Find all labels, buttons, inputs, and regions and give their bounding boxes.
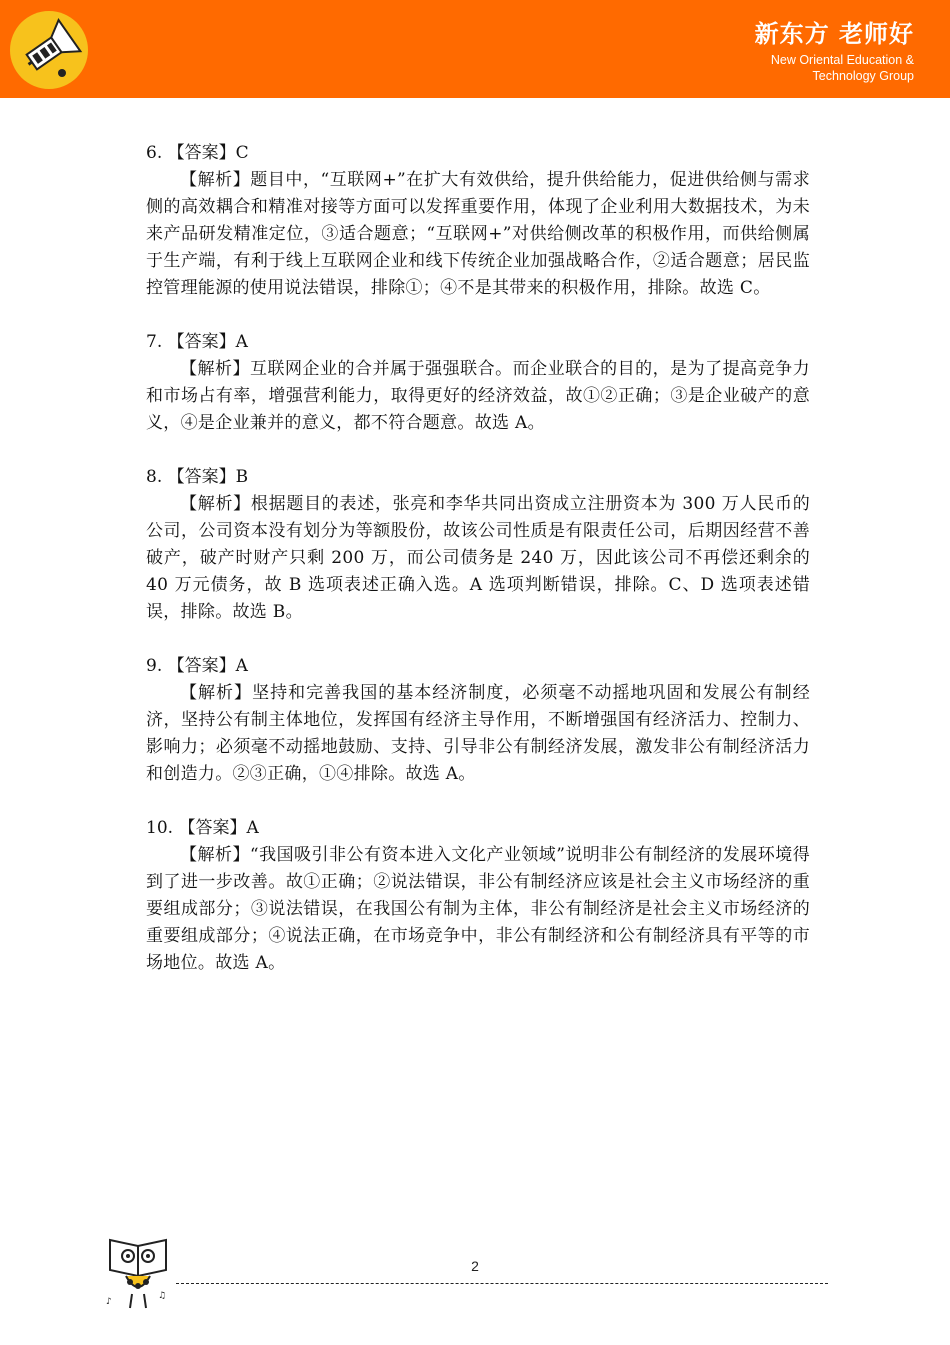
explanation-text: 【解析】题目中，“互联网+”在扩大有效供给，提升供给能力，促进供给侧与需求侧的高效耦合和精准对接等方面可以发挥重要作用，体现了企业利用大数据技术，为未来产品研发精准定位，③适合题意；“互联网+”对供给侧改革的积极作用，而供给侧属于生产端，有利于线上互联网企业和线下传统企业加强战略合作，②适合题意；居民监控管理能源的使用说法错误，排除①；④不是其带来的积极作用，排除。故选 C。 <box>146 170 810 298</box>
brand-en-line1: New Oriental Education & <box>770 53 914 67</box>
owl-mascot-icon <box>104 1232 174 1322</box>
answer-label: 6. 【答案】C <box>146 143 249 163</box>
brand-en-line2: Technology Group <box>812 69 914 83</box>
answer-label: 10. 【答案】A <box>146 818 259 838</box>
answer-item-7 <box>146 329 810 437</box>
page-header <box>0 0 950 98</box>
answer-content <box>146 140 810 1004</box>
footer-divider <box>176 1283 828 1284</box>
page-number: 2 <box>471 1258 479 1274</box>
explanation-text: 【解析】坚持和完善我国的基本经济制度，必须毫不动摇地巩固和发展公有制经济，坚持公有制主体地位，发挥国有经济主导作用，不断增强国有经济活力、控制力、影响力；必须毫不动摇地鼓励、支持、引导非公有制经济发展，激发非公有制经济活力和创造力。②③正确，①④排除。故选 A。 <box>146 683 810 784</box>
brand-name-cn: 新东方 老师好 <box>754 20 914 48</box>
answer-label: 8. 【答案】B <box>146 467 249 487</box>
explanation-text: 【解析】根据题目的表述，张亮和李华共同出资成立注册资本为 300 万人民币的公司，公司资本没有划分为等额股份，故该公司性质是有限责任公司，后期因经营不善破产，破产时财产只剩 200 万，而公司债务是 240 万，因此该公司不再偿还剩余的 40 万元债务，故 B 选项表述正确入选。A 选项判断错误，排除。C、D 选项表述错误，排除。故选 B。 <box>146 494 810 622</box>
megaphone-icon <box>10 11 88 89</box>
svg-text:♪: ♪ <box>106 1297 112 1307</box>
explanation-text: 【解析】互联网企业的合并属于强强联合。而企业联合的目的，是为了提高竞争力和市场占有率，增强营利能力，取得更好的经济效益，故①②正确；③是企业破产的意义，④是企业兼并的意义，都不符合题意。故选 A。 <box>146 359 810 433</box>
answer-item-8 <box>146 464 810 626</box>
answer-item-9 <box>146 653 810 788</box>
answer-item-10 <box>146 815 810 977</box>
brand-logo <box>10 11 88 89</box>
answer-label: 9. 【答案】A <box>146 656 248 676</box>
answer-item-6 <box>146 140 810 302</box>
explanation-text: 【解析】“我国吸引非公有资本进入文化产业领域”说明非公有制经济的发展环境得到了进一步改善。故①正确；②说法错误，非公有制经济应该是社会主义市场经济的重要组成部分；③说法错误，在我国公有制为主体，非公有制经济是社会主义市场经济的重要组成部分；④说法正确，在市场竞争中，非公有制经济和公有制经济具有平等的市场地位。故选 A。 <box>146 845 810 973</box>
svg-text:♫: ♫ <box>158 1291 167 1301</box>
answer-label: 7. 【答案】A <box>146 332 248 352</box>
brand-name-en <box>771 52 914 84</box>
